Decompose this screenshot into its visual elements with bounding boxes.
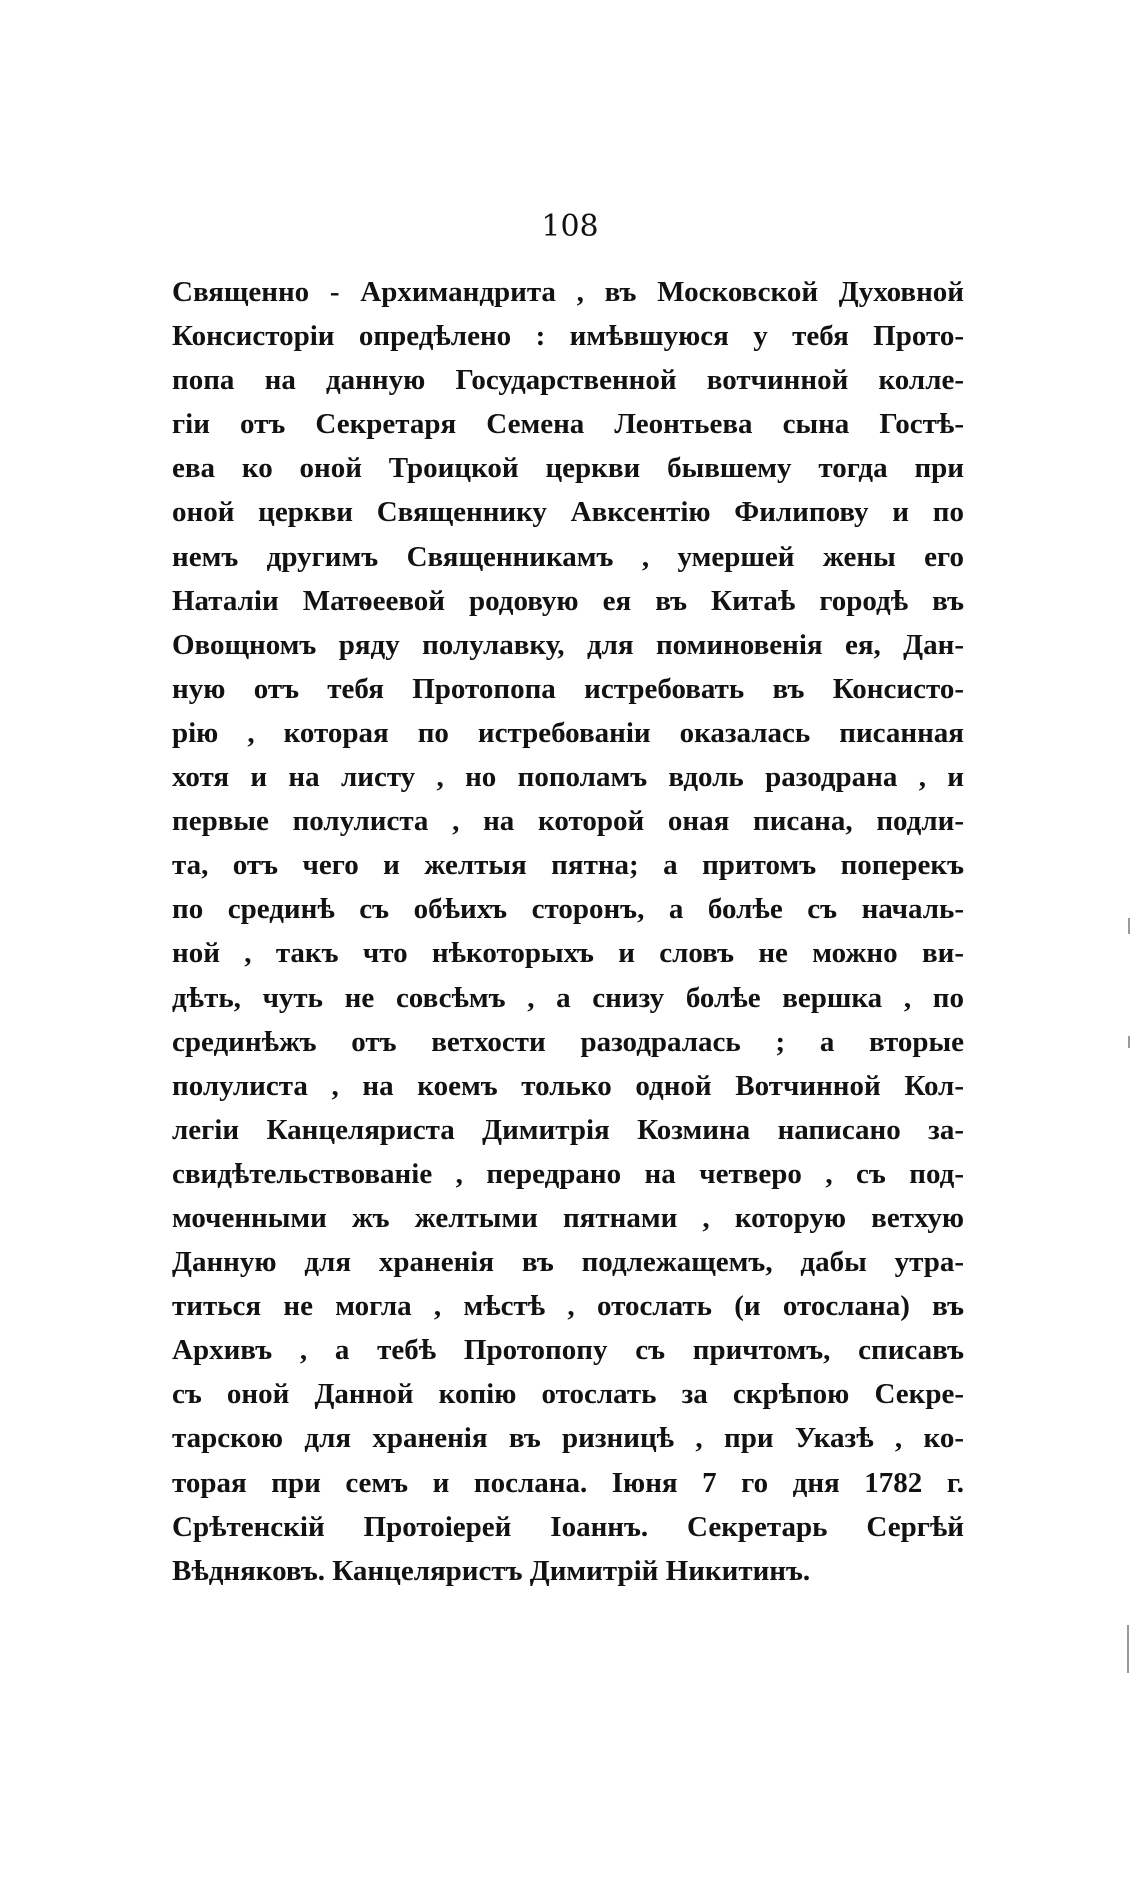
text-line: Срѣтенскій Протоіерей Іоаннъ. Секретарь Сергѣй — [172, 1510, 964, 1543]
text-line: Священно - Архимандрита , въ Московской Духовной — [172, 276, 964, 308]
text-line: Архивъ , а тебѣ Протопопу съ причтомъ, списавъ — [172, 1334, 964, 1367]
text-line: ной , такъ что нѣкоторыхъ и словъ не можно ви- — [172, 937, 964, 970]
text-line: немъ другимъ Священникамъ , умершей жены его — [172, 540, 964, 573]
text-line: Овощномъ ряду полулавку, для поминовенія ея, Дан- — [172, 628, 964, 661]
text-line: Консисторіи опредѣлено : имѣвшуюся у тебя Прото- — [172, 320, 964, 353]
page-number: 108 — [541, 209, 599, 244]
text-line: попа на данную Государственной вотчинной колле- — [172, 364, 964, 397]
text-line: хотя и на листу , но пополамъ вдоль разодрана , и — [172, 761, 964, 794]
text-line: Вѣдняковъ. Канцеляристъ Димитрій Никитинъ. — [172, 1554, 811, 1587]
text-line: тарскою для храненія въ ризницѣ , при Указѣ , ко- — [172, 1422, 964, 1455]
text-line: по срединѣ съ обѣихъ сторонъ, а болѣе съ началь- — [172, 893, 964, 926]
text-line: полулиста , на коемъ только одной Вотчинной Кол- — [172, 1069, 964, 1102]
text-line: свидѣтельствованіе , передрано на четверо , съ под- — [172, 1157, 964, 1190]
body-text — [172, 270, 964, 1593]
text-line: дѣть, чуть не совсѣмъ , а снизу болѣе вершка , по — [172, 981, 964, 1014]
text-line: торая при семъ и послана. Іюня 7 го дня 1782 г. — [172, 1466, 964, 1499]
text-line: гіи отъ Секретаря Семена Леонтьева сына Гостѣ- — [172, 408, 964, 441]
text-line: срединѣжъ отъ ветхости разодралась ; а вторые — [172, 1025, 964, 1058]
text-line: первые полулиста , на которой оная писана, подли- — [172, 805, 964, 838]
text-line: титься не могла , мѣстѣ , отослать (и отослана) въ — [172, 1290, 964, 1323]
text-line: съ оной Данной копію отослать за скрѣпою Секре- — [172, 1378, 964, 1411]
scan-edge-mark — [1128, 1036, 1130, 1048]
text-line: рію , которая по истребованіи оказалась писанная — [172, 716, 964, 749]
text-line: ную отъ тебя Протопопа истребовать въ Консисто- — [172, 672, 964, 705]
text-line: легіи Канцеляриста Димитрія Козмина написано за- — [172, 1113, 964, 1146]
text-line: оной церкви Священнику Авксентію Филипову и по — [172, 496, 964, 529]
text-line: Данную для храненія въ подлежащемъ, дабы утра- — [172, 1246, 964, 1279]
text-line: моченными жъ желтыми пятнами , которую ветхую — [172, 1201, 964, 1234]
text-line: ева ко оной Троицкой церкви бывшему тогда при — [172, 452, 964, 485]
text-line: та, отъ чего и желтыя пятна; а притомъ поперекъ — [172, 849, 964, 882]
scan-edge-mark — [1128, 918, 1130, 934]
scan-edge-mark — [1127, 1625, 1129, 1673]
text-line: Наталіи Матѳеевой родовую ея въ Китаѣ городѣ въ — [172, 584, 964, 617]
